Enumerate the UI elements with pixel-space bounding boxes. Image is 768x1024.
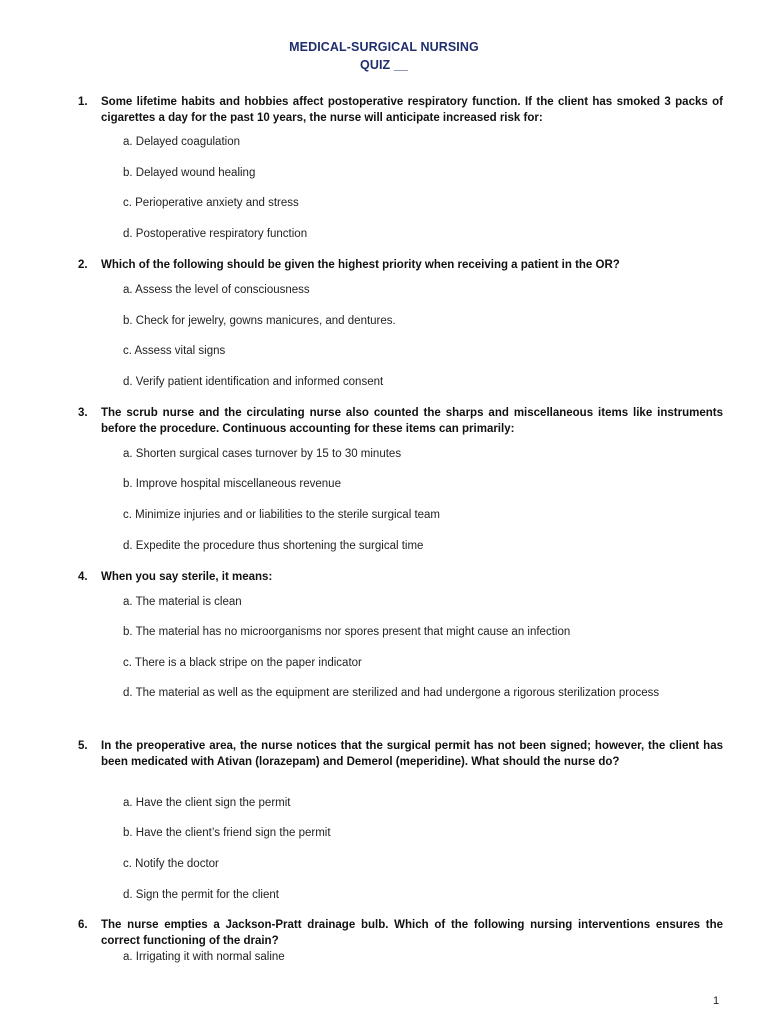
- question-number: 2.: [78, 259, 88, 271]
- question-1-option-a: a. Delayed coagulation: [123, 136, 240, 148]
- question-text: Some lifetime habits and hobbies affect postoperative respiratory function. If the client has smoked 3 packs of cigarettes a day for the past 10 years, the nurse will anticipate increased risk for:: [101, 96, 723, 124]
- question-4-option-b: b. The material has no microorganisms nor spores present that might cause an infection: [123, 626, 571, 638]
- question-3-option-c: c. Minimize injuries and or liabilities to the sterile surgical team: [123, 509, 441, 521]
- question-2-option-a: a. Assess the level of consciousness: [123, 284, 310, 296]
- question-text: In the preoperative area, the nurse notices that the surgical permit has not been signed; however, the client has been medicated with Ativan (lorazepam) and Demerol (meperidine). What should the nurse do?: [101, 740, 723, 768]
- question-2: [78, 257, 723, 273]
- question-6-option-a: a. Irrigating it with normal saline: [123, 951, 285, 963]
- question-number: 3.: [78, 407, 88, 419]
- document-subtitle: QUIZ __: [360, 58, 408, 72]
- question-number: 6.: [78, 919, 88, 931]
- question-number: 5.: [78, 740, 88, 752]
- question-6: [78, 917, 723, 949]
- question-2-option-c: c. Assess vital signs: [123, 345, 226, 357]
- question-1: [78, 94, 723, 126]
- question-3-option-b: b. Improve hospital miscellaneous revenue: [123, 478, 341, 490]
- question-text: Which of the following should be given the highest priority when receiving a patient in the OR?: [101, 259, 620, 271]
- question-2-option-b: b. Check for jewelry, gowns manicures, and dentures.: [123, 315, 396, 327]
- question-5-option-a: a. Have the client sign the permit: [123, 797, 291, 809]
- question-5-option-d: d. Sign the permit for the client: [123, 889, 279, 901]
- question-5-option-c: c. Notify the doctor: [123, 858, 219, 870]
- question-text: The nurse empties a Jackson-Pratt drainage bulb. Which of the following nursing interventions ensures the correct functioning of the drain?: [101, 919, 723, 947]
- question-number: 1.: [78, 96, 88, 108]
- question-text: The scrub nurse and the circulating nurse also counted the sharps and miscellaneous items like instruments before the procedure. Continuous accounting for these items can primarily:: [101, 407, 723, 435]
- question-3: [78, 405, 723, 437]
- question-1-option-b: b. Delayed wound healing: [123, 167, 256, 179]
- question-4-option-d: d. The material as well as the equipment are sterilized and had undergone a rigorous sterilization process: [123, 687, 660, 699]
- page-number: 1: [713, 995, 720, 1007]
- question-5: [78, 738, 723, 770]
- question-number: 4.: [78, 571, 88, 583]
- question-4: [78, 569, 723, 585]
- document-title: MEDICAL-SURGICAL NURSING: [289, 40, 479, 54]
- question-4-option-c: c. There is a black stripe on the paper indicator: [123, 657, 362, 669]
- question-1-option-c: c. Perioperative anxiety and stress: [123, 197, 299, 209]
- question-4-option-a: a. The material is clean: [123, 596, 242, 608]
- question-3-option-d: d. Expedite the procedure thus shortening the surgical time: [123, 540, 424, 552]
- question-2-option-d: d. Verify patient identification and informed consent: [123, 376, 384, 388]
- question-3-option-a: a. Shorten surgical cases turnover by 15 to 30 minutes: [123, 448, 402, 460]
- question-5-option-b: b. Have the client’s friend sign the permit: [123, 827, 331, 839]
- question-text: When you say sterile, it means:: [101, 571, 273, 583]
- question-1-option-d: d. Postoperative respiratory function: [123, 228, 308, 240]
